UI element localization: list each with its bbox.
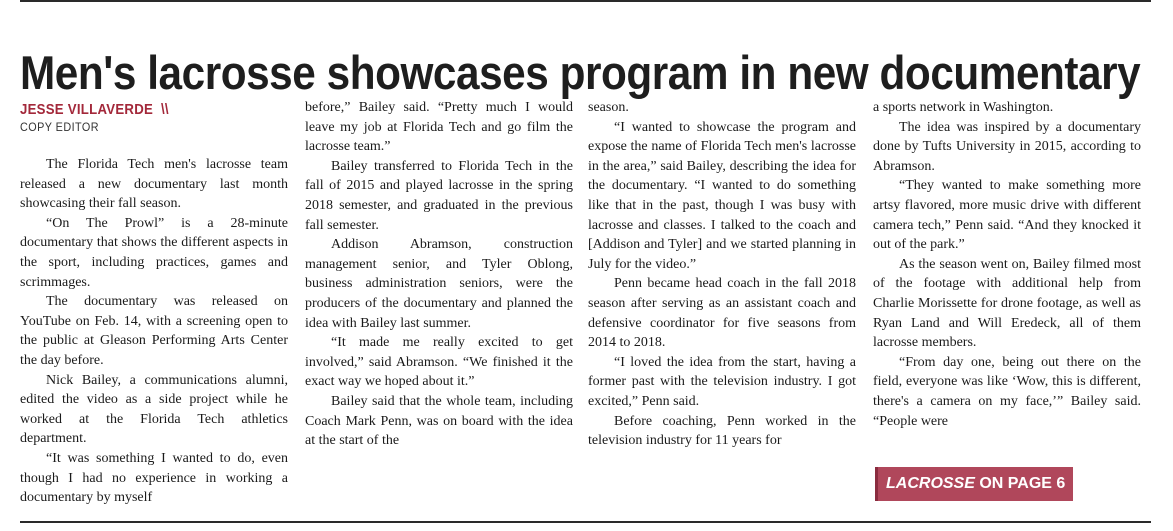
- paragraph: “On The Prowl” is a 28-minute documentary that shows the different aspects in the sport, including practices, games and scrimmages.: [20, 215, 288, 290]
- paragraph: “It made me really excited to get involved,” said Abramson. “We finished it the exact way we hoped about it.”: [305, 335, 573, 390]
- paragraph: Bailey transferred to Florida Tech in the fall of 2015 and played lacrosse in the spring 2018 semester, and graduated in the previous fall semester.: [305, 158, 573, 233]
- paragraph: As the season went on, Bailey filmed most of the footage with additional help from Charlie Morissette for drone footage, as well as Ryan Land and Will Eredeck, all of them lacrosse members.: [873, 256, 1141, 351]
- paragraph: Nick Bailey, a communications alumni, edited the video as a side project while he worked at the Florida Tech athletics department.: [20, 372, 288, 447]
- paragraph: “From day one, being out there on the field, everyone was like ‘Wow, this is different, there's a camera on my face,’” Bailey said. “People were: [873, 354, 1141, 429]
- byline-separator: \\: [160, 101, 169, 118]
- paragraph: a sports network in Washington.: [873, 100, 1054, 115]
- article-column-1: [20, 155, 288, 508]
- headline: Men's lacrosse showcases program in new documentary: [20, 46, 1141, 100]
- article-column-3: [588, 98, 856, 451]
- paragraph: before,” Bailey said. “Pretty much I would leave my job at Florida Tech and go film the lacrosse team.”: [305, 100, 573, 155]
- paragraph: “It was something I wanted to do, even though I had no experience in working a documentary by myself: [20, 450, 288, 506]
- article-column-2: [305, 98, 573, 451]
- byline: [20, 101, 290, 134]
- paragraph: “I wanted to showcase the program and expose the name of Florida Tech men's lacrosse in the area,” said Bailey, describing the idea for the documentary. “I wanted to do something like that in the past, though I was busy with lacrosse and classes. I talked to the coach and [Addison and Tyler] and we started planning in July for the video.”: [588, 119, 856, 272]
- continued-on-page-link[interactable]: [875, 467, 1073, 501]
- paragraph: “They wanted to make something more artsy flavored, more music drive with different camera tech,” Penn said. “And they knocked it out of the park.”: [873, 178, 1141, 253]
- article-column-4: [873, 98, 1141, 431]
- author-name: JESSE VILLAVERDE \\: [20, 101, 169, 118]
- paragraph: “I loved the idea from the start, having a former past with the television industry. I got excited,” Penn said.: [588, 354, 856, 409]
- paragraph: Before coaching, Penn worked in the television industry for 11 years for: [588, 413, 856, 449]
- paragraph: The documentary was released on YouTube on Feb. 14, with a screening open to the public at Gleason Performing Arts Center the day before.: [20, 294, 288, 368]
- jump-page: ON PAGE 6: [974, 475, 1066, 492]
- paragraph: season.: [588, 100, 629, 115]
- paragraph: The Florida Tech men's lacrosse team released a new documentary last month showcasing their fall season.: [20, 157, 288, 212]
- paragraph: Bailey said that the whole team, including Coach Mark Penn, was on board with the idea at the start of the: [305, 393, 573, 449]
- paragraph: The idea was inspired by a documentary done by Tufts University in 2015, according to Abramson.: [873, 119, 1141, 174]
- bottom-rule: [20, 521, 1151, 523]
- paragraph: Addison Abramson, construction management senior, and Tyler Oblong, business administration seniors, were the producers of the documentary and planned the idea with Bailey last summer.: [305, 237, 573, 331]
- jump-keyword: LACROSSE: [886, 475, 975, 492]
- paragraph: Penn became head coach in the fall 2018 season after serving as an assistant coach and defensive coordinator for five seasons from 2014 to 2018.: [588, 276, 856, 351]
- top-rule: [20, 0, 1151, 2]
- author-role: COPY EDITOR: [20, 120, 99, 134]
